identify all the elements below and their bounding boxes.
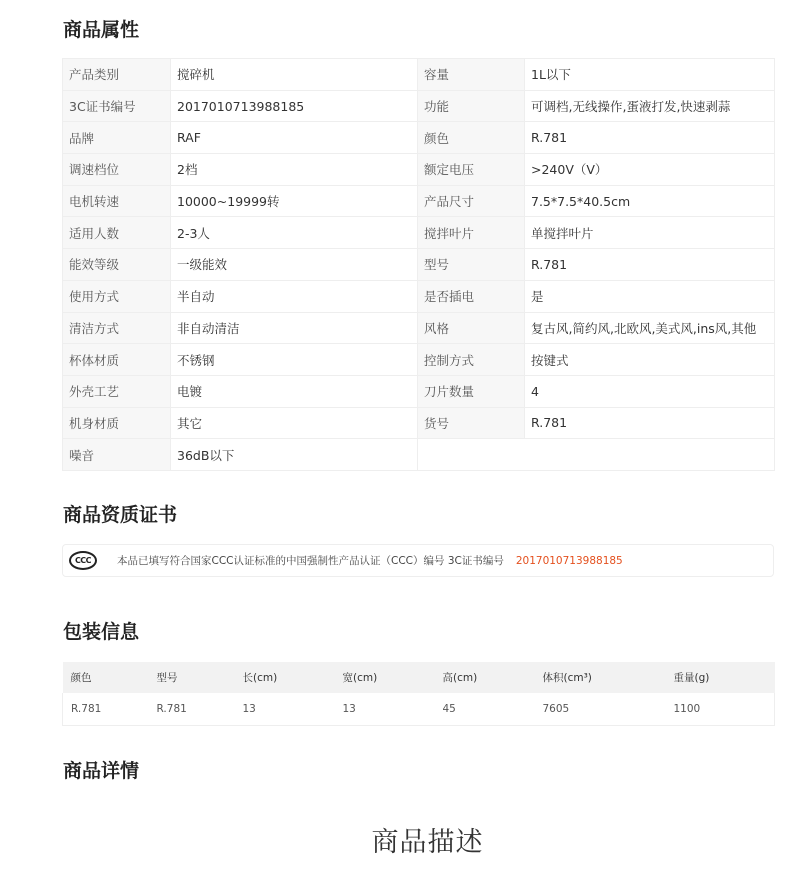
- packaging-cell: 13: [335, 693, 435, 725]
- attribute-row: [63, 59, 775, 91]
- certificate-section-title: 商品资质证书: [63, 504, 178, 526]
- attribute-value: 1L以下: [525, 59, 775, 91]
- packaging-cell: 1100: [666, 693, 775, 725]
- attribute-value: 36dB以下: [171, 439, 418, 471]
- attribute-value: 可调档,无线操作,蛋液打发,快速剥蒜: [525, 90, 775, 122]
- attribute-key: 使用方式: [63, 280, 171, 312]
- packaging-header: 长(cm): [235, 662, 335, 693]
- attribute-row: [63, 375, 775, 407]
- packaging-header: 型号: [149, 662, 235, 693]
- attribute-value: 半自动: [171, 280, 418, 312]
- attribute-row: [63, 90, 775, 122]
- attribute-row: [63, 249, 775, 281]
- packaging-header: 颜色: [63, 662, 149, 693]
- attributes-section-title: 商品属性: [63, 19, 140, 41]
- certificate-box: [62, 544, 774, 577]
- packaging-table: [62, 662, 775, 726]
- attribute-key: 3C证书编号: [63, 90, 171, 122]
- attribute-value: 复古风,简约风,北欧风,美式风,ins风,其他: [525, 312, 775, 344]
- attribute-key: 刀片数量: [418, 375, 525, 407]
- packaging-cell: 7605: [535, 693, 666, 725]
- certificate-text: 本品已填写符合国家CCC认证标准的中国强制性产品认证（CCC）编号 3C证书编号: [117, 555, 504, 567]
- attribute-value: 2-3人: [171, 217, 418, 249]
- attribute-key: 功能: [418, 90, 525, 122]
- packaging-section-title: 包装信息: [63, 621, 140, 643]
- attribute-row: [63, 344, 775, 376]
- attribute-value: 是: [525, 280, 775, 312]
- attribute-row: [63, 217, 775, 249]
- attribute-key: 能效等级: [63, 249, 171, 281]
- attribute-value: 2017010713988185: [171, 90, 418, 122]
- attribute-key: 控制方式: [418, 344, 525, 376]
- packaging-cell: R.781: [149, 693, 235, 725]
- attribute-value: 其它: [171, 407, 418, 439]
- attribute-value: 不锈钢: [171, 344, 418, 376]
- attribute-row: [63, 154, 775, 186]
- attribute-key: 产品尺寸: [418, 185, 525, 217]
- attribute-value: 非自动清洁: [171, 312, 418, 344]
- attribute-key: 机身材质: [63, 407, 171, 439]
- attribute-key: 搅拌叶片: [418, 217, 525, 249]
- description-heading: 商品描述: [371, 827, 484, 858]
- packaging-cell: 13: [235, 693, 335, 725]
- attribute-key: 噪音: [63, 439, 171, 471]
- attribute-value: 搅碎机: [171, 59, 418, 91]
- attribute-key: 货号: [418, 407, 525, 439]
- packaging-header: 宽(cm): [335, 662, 435, 693]
- attribute-value: R.781: [525, 407, 775, 439]
- attribute-value: 电镀: [171, 375, 418, 407]
- packaging-row: [63, 693, 775, 725]
- attribute-row: [63, 122, 775, 154]
- packaging-header: 体积(cm³): [535, 662, 666, 693]
- attribute-value: 一级能效: [171, 249, 418, 281]
- attribute-key: 风格: [418, 312, 525, 344]
- attribute-key: 杯体材质: [63, 344, 171, 376]
- attribute-value: >240V（V）: [525, 154, 775, 186]
- attribute-value: 7.5*7.5*40.5cm: [525, 185, 775, 217]
- attribute-key: 产品类别: [63, 59, 171, 91]
- attribute-key: 清洁方式: [63, 312, 171, 344]
- attribute-key: 外壳工艺: [63, 375, 171, 407]
- attribute-key: 电机转速: [63, 185, 171, 217]
- attribute-row: [63, 439, 775, 471]
- attribute-key: 适用人数: [63, 217, 171, 249]
- attribute-row: [63, 407, 775, 439]
- details-section-title: 商品详情: [63, 760, 140, 782]
- attribute-row: [63, 185, 775, 217]
- attribute-key: 品牌: [63, 122, 171, 154]
- attribute-key: 额定电压: [418, 154, 525, 186]
- attribute-key: 容量: [418, 59, 525, 91]
- packaging-header: 重量(g): [666, 662, 775, 693]
- attribute-value: 10000~19999转: [171, 185, 418, 217]
- attribute-value: 按键式: [525, 344, 775, 376]
- attribute-value: 4: [525, 375, 775, 407]
- attributes-table: [62, 58, 775, 471]
- ccc-logo-icon: CCC: [69, 551, 97, 570]
- attribute-value: R.781: [525, 122, 775, 154]
- attribute-value: R.781: [525, 249, 775, 281]
- packaging-cell: R.781: [63, 693, 149, 725]
- attribute-row: [63, 312, 775, 344]
- attribute-key: 调速档位: [63, 154, 171, 186]
- packaging-cell: 45: [435, 693, 535, 725]
- certificate-number: 2017010713988185: [515, 554, 623, 567]
- attribute-row: [63, 280, 775, 312]
- attribute-value: 单搅拌叶片: [525, 217, 775, 249]
- attribute-value: RAF: [171, 122, 418, 154]
- packaging-header: 高(cm): [435, 662, 535, 693]
- attribute-value: 2档: [171, 154, 418, 186]
- attribute-key: 型号: [418, 249, 525, 281]
- attribute-empty-cell: [418, 439, 775, 471]
- attribute-key: 是否插电: [418, 280, 525, 312]
- attribute-key: 颜色: [418, 122, 525, 154]
